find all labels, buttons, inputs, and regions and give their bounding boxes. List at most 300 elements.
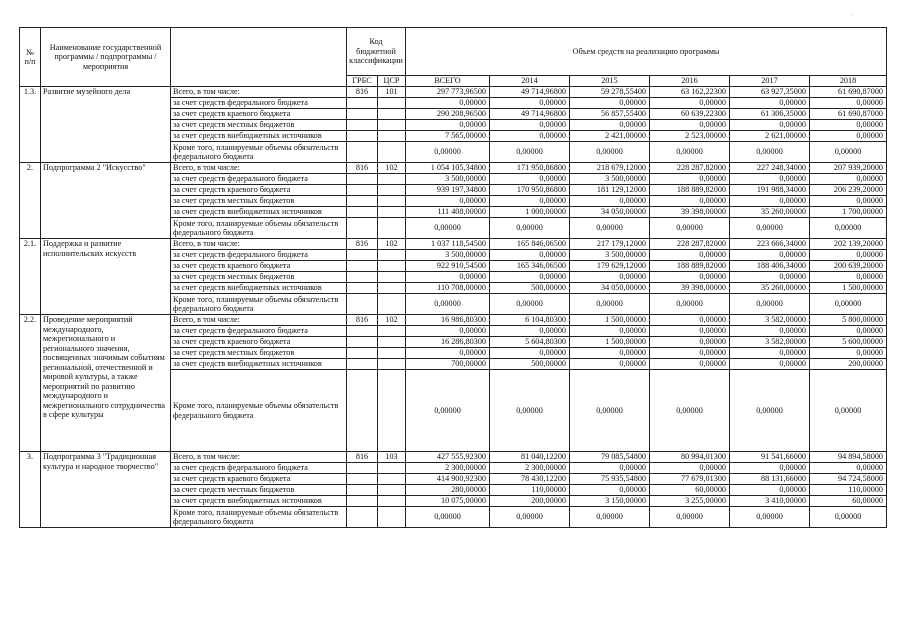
year-value: 0,00000 [570, 370, 650, 452]
row-number: 3. [20, 452, 41, 528]
year-value: 0,00000 [570, 485, 650, 496]
year-value: 0,00000 [650, 359, 730, 370]
grbs-code [347, 131, 378, 142]
year-value: 0,00000 [810, 131, 887, 142]
csr-code [378, 207, 406, 218]
year-value: 206 239,20000 [810, 185, 887, 196]
funding-source: за счет средств местных бюджетов [171, 272, 347, 283]
total-value: 922 910,54500 [406, 261, 490, 272]
year-value: 0,00000 [490, 196, 570, 207]
header-blank [171, 28, 347, 87]
year-value: 3 500,00000 [570, 174, 650, 185]
year-value: 0,00000 [730, 272, 810, 283]
year-value: 0,00000 [570, 196, 650, 207]
year-value: 0,00000 [730, 294, 810, 315]
csr-code [378, 196, 406, 207]
funding-source: за счет средств внебюджетных источников [171, 207, 347, 218]
year-value: 0,00000 [650, 196, 730, 207]
year-value: 2 421,00000 [570, 131, 650, 142]
total-value: 0,00000 [406, 370, 490, 452]
grbs-code [347, 283, 378, 294]
year-value: 0,00000 [570, 272, 650, 283]
grbs-code [347, 463, 378, 474]
grbs-code [347, 174, 378, 185]
total-value: 414 900,92300 [406, 474, 490, 485]
total-value: 297 773,96500 [406, 87, 490, 98]
program-name: Развитие музейного дела [41, 87, 171, 163]
table-row [20, 452, 887, 463]
program-name: Подпрограмма 3 "Традиционная культура и народное творчество" [41, 452, 171, 528]
year-value: 0,00000 [490, 250, 570, 261]
grbs-code [347, 185, 378, 196]
year-value: 0,00000 [650, 250, 730, 261]
csr-code [378, 250, 406, 261]
budget-table [19, 27, 887, 528]
year-value: 0,00000 [730, 485, 810, 496]
csr-code: 102 [378, 315, 406, 326]
year-value: 165 346,06500 [490, 261, 570, 272]
budget-table-page [19, 27, 887, 528]
year-value: 94 894,58000 [810, 452, 887, 463]
year-value: 34 050,00000 [570, 207, 650, 218]
funding-source: за счет средств федерального бюджета [171, 463, 347, 474]
year-value: 77 679,01300 [650, 474, 730, 485]
funding-source: за счет средств краевого бюджета [171, 337, 347, 348]
year-value: 39 398,00000 [650, 207, 730, 218]
year-value: 0,00000 [490, 294, 570, 315]
year-value: 0,00000 [490, 98, 570, 109]
header-grbs: ГРБС [347, 76, 378, 87]
grbs-code [347, 142, 378, 163]
table-row [20, 315, 887, 326]
table-row [20, 163, 887, 174]
year-value: 223 666,34000 [730, 239, 810, 250]
funding-source: Кроме того, планируемые объемы обязательств федерального бюджета [171, 218, 347, 239]
year-value: 0,00000 [490, 218, 570, 239]
csr-code [378, 131, 406, 142]
total-value: 2 300,00000 [406, 463, 490, 474]
year-value: 0,00000 [490, 120, 570, 131]
funding-source: за счет средств местных бюджетов [171, 348, 347, 359]
csr-code [378, 370, 406, 452]
year-value: 0,00000 [650, 174, 730, 185]
csr-code: 102 [378, 239, 406, 250]
csr-code: 101 [378, 87, 406, 98]
row-number: 2.2. [20, 315, 41, 452]
csr-code [378, 485, 406, 496]
grbs-code [347, 272, 378, 283]
funding-source: за счет средств внебюджетных источников [171, 283, 347, 294]
header-name: Наименование государственной программы / подпрограммы / мероприятия [41, 28, 171, 87]
year-value: 0,00000 [730, 120, 810, 131]
funding-source: за счет средств краевого бюджета [171, 474, 347, 485]
grbs-code [347, 485, 378, 496]
year-value: 0,00000 [730, 218, 810, 239]
table-row [20, 87, 887, 98]
year-value: 35 260,00000 [730, 207, 810, 218]
csr-code [378, 359, 406, 370]
year-value: 0,00000 [810, 463, 887, 474]
row-number: 1.3. [20, 87, 41, 163]
csr-code [378, 120, 406, 131]
header-year: 2017 [730, 76, 810, 87]
grbs-code [347, 98, 378, 109]
total-value: 0,00000 [406, 507, 490, 528]
total-value: 0,00000 [406, 272, 490, 283]
csr-code [378, 507, 406, 528]
grbs-code: 816 [347, 239, 378, 250]
total-value: 0,00000 [406, 142, 490, 163]
total-value: 0,00000 [406, 196, 490, 207]
year-value: 78 430,12200 [490, 474, 570, 485]
year-value: 188 889,82000 [650, 185, 730, 196]
year-value: 91 541,66000 [730, 452, 810, 463]
year-value: 80 994,01300 [650, 452, 730, 463]
grbs-code [347, 294, 378, 315]
year-value: 500,00000 [490, 359, 570, 370]
total-value: 7 565,00000 [406, 131, 490, 142]
program-name: Поддержка и развитие исполнительских искусств [41, 239, 171, 315]
year-value: 61 690,87000 [810, 87, 887, 98]
year-value: 0,00000 [650, 315, 730, 326]
grbs-code [347, 261, 378, 272]
header-year: 2014 [490, 76, 570, 87]
year-value: 0,00000 [570, 507, 650, 528]
grbs-code [347, 337, 378, 348]
funding-source: за счет средств местных бюджетов [171, 485, 347, 496]
csr-code [378, 348, 406, 359]
csr-code: 102 [378, 163, 406, 174]
year-value: 1 500,00000 [570, 337, 650, 348]
grbs-code [347, 348, 378, 359]
year-value: 0,00000 [570, 359, 650, 370]
header-csr: ЦСР [378, 76, 406, 87]
year-value: 218 679,12000 [570, 163, 650, 174]
year-value: 81 040,12200 [490, 452, 570, 463]
funding-source: за счет средств местных бюджетов [171, 120, 347, 131]
year-value: 0,00000 [650, 463, 730, 474]
total-value: 16 986,80300 [406, 315, 490, 326]
year-value: 0,00000 [810, 272, 887, 283]
csr-code [378, 142, 406, 163]
year-value: 0,00000 [810, 370, 887, 452]
total-value: 3 500,00000 [406, 174, 490, 185]
year-value: 0,00000 [810, 294, 887, 315]
year-value: 2 300,00000 [490, 463, 570, 474]
year-value: 0,00000 [570, 326, 650, 337]
funding-source: Всего, в том числе: [171, 315, 347, 326]
year-value: 0,00000 [650, 120, 730, 131]
year-value: 0,00000 [570, 463, 650, 474]
total-value: 1 054 105,34800 [406, 163, 490, 174]
year-value: 34 050,00000 [570, 283, 650, 294]
year-value: 60,00000 [650, 485, 730, 496]
year-value: 217 179,12000 [570, 239, 650, 250]
funding-source: Всего, в том числе: [171, 239, 347, 250]
year-value: 0,00000 [490, 370, 570, 452]
year-value: 0,00000 [730, 507, 810, 528]
year-value: 0,00000 [490, 174, 570, 185]
year-value: 110,00000 [490, 485, 570, 496]
year-value: 0,00000 [810, 98, 887, 109]
year-value: 0,00000 [650, 337, 730, 348]
funding-source: за счет средств федерального бюджета [171, 326, 347, 337]
grbs-code [347, 507, 378, 528]
grbs-code [347, 207, 378, 218]
grbs-code [347, 326, 378, 337]
grbs-code [347, 109, 378, 120]
year-value: 0,00000 [730, 250, 810, 261]
total-value: 0,00000 [406, 294, 490, 315]
program-name: Проведение мероприятий международного, межрегионального и регионального значения, посвященных значимым событиям региональной, отечественной и мировой культуры, а также мероприятий по развитию международного и межрегионального сотрудничества в сфере культуры [41, 315, 171, 452]
year-value: 79 085,54800 [570, 452, 650, 463]
year-value: 0,00000 [650, 142, 730, 163]
year-value: 0,00000 [730, 348, 810, 359]
year-value: 165 846,06500 [490, 239, 570, 250]
total-value: 290 208,96500 [406, 109, 490, 120]
year-value: 88 131,66000 [730, 474, 810, 485]
grbs-code: 816 [347, 452, 378, 463]
year-value: 56 857,55400 [570, 109, 650, 120]
year-value: 94 724,58000 [810, 474, 887, 485]
year-value: 3 582,00000 [730, 337, 810, 348]
csr-code [378, 463, 406, 474]
year-value: 3 150,00000 [570, 496, 650, 507]
total-value: 16 286,80300 [406, 337, 490, 348]
csr-code [378, 109, 406, 120]
csr-code [378, 326, 406, 337]
year-value: 170 950,86800 [490, 185, 570, 196]
total-value: 110 708,00000 [406, 283, 490, 294]
year-value: 228 287,82000 [650, 163, 730, 174]
header-year: 2016 [650, 76, 730, 87]
year-value: 59 278,55400 [570, 87, 650, 98]
csr-code: 103 [378, 452, 406, 463]
year-value: 0,00000 [810, 174, 887, 185]
grbs-code [347, 218, 378, 239]
funding-source: за счет средств федерального бюджета [171, 174, 347, 185]
grbs-code: 816 [347, 87, 378, 98]
funding-source: за счет средств внебюджетных источников [171, 131, 347, 142]
funding-source: Всего, в том числе: [171, 87, 347, 98]
year-value: 179 629,12000 [570, 261, 650, 272]
year-value: 61 306,35000 [730, 109, 810, 120]
total-value: 700,00000 [406, 359, 490, 370]
year-value: 207 939,20000 [810, 163, 887, 174]
header-year: 2018 [810, 76, 887, 87]
year-value: 0,00000 [570, 218, 650, 239]
year-value: 5 800,00000 [810, 315, 887, 326]
year-value: 0,00000 [490, 348, 570, 359]
year-value: 0,00000 [570, 348, 650, 359]
total-value: 939 197,34800 [406, 185, 490, 196]
total-value: 0,00000 [406, 326, 490, 337]
year-value: 3 410,00000 [730, 496, 810, 507]
grbs-code: 816 [347, 163, 378, 174]
funding-source: за счет средств местных бюджетов [171, 196, 347, 207]
total-value: 0,00000 [406, 348, 490, 359]
total-value: 10 075,00000 [406, 496, 490, 507]
year-value: 0,00000 [570, 294, 650, 315]
row-number: 2.1. [20, 239, 41, 315]
year-value: 0,00000 [490, 131, 570, 142]
csr-code [378, 218, 406, 239]
year-value: 5 604,80300 [490, 337, 570, 348]
year-value: 35 260,00000 [730, 283, 810, 294]
year-value: 0,00000 [650, 348, 730, 359]
header-total: ВСЕГО [406, 76, 490, 87]
year-value: 1 000,00000 [490, 207, 570, 218]
year-value: 0,00000 [650, 294, 730, 315]
csr-code [378, 474, 406, 485]
year-value: 0,00000 [730, 370, 810, 452]
year-value: 0,00000 [730, 196, 810, 207]
funding-source: Кроме того, планируемые объемы обязательств федерального бюджета [171, 142, 347, 163]
funding-source: за счет средств краевого бюджета [171, 261, 347, 272]
year-value: 0,00000 [810, 250, 887, 261]
csr-code [378, 294, 406, 315]
year-value: 0,00000 [810, 142, 887, 163]
total-value: 111 408,00000 [406, 207, 490, 218]
year-value: 0,00000 [730, 174, 810, 185]
year-value: 0,00000 [650, 218, 730, 239]
year-value: 188 889,82000 [650, 261, 730, 272]
year-value: 49 714,96800 [490, 87, 570, 98]
year-value: 60,00000 [810, 496, 887, 507]
funding-source: Всего, в том числе: [171, 452, 347, 463]
grbs-code [347, 120, 378, 131]
year-value: 2 621,00000 [730, 131, 810, 142]
year-value: 228 287,82000 [650, 239, 730, 250]
total-value: 280,00000 [406, 485, 490, 496]
year-value: 3 582,00000 [730, 315, 810, 326]
year-value: 0,00000 [490, 507, 570, 528]
funding-source: Кроме того, планируемые объемы обязательств федерального бюджета [171, 294, 347, 315]
header-number: № п/п [20, 28, 41, 87]
header-year: 2015 [570, 76, 650, 87]
year-value: 0,00000 [730, 98, 810, 109]
year-value: 0,00000 [570, 98, 650, 109]
funding-source: Кроме того, планируемые объемы обязательств федерального бюджета [171, 507, 347, 528]
total-value: 0,00000 [406, 218, 490, 239]
csr-code [378, 283, 406, 294]
year-value: 5 600,00000 [810, 337, 887, 348]
year-value: 500,00000 [490, 283, 570, 294]
year-value: 0,00000 [810, 348, 887, 359]
program-name: Подпрограмма 2 "Искусство" [41, 163, 171, 239]
year-value: 188 406,34000 [730, 261, 810, 272]
year-value: 200,00000 [810, 359, 887, 370]
header-code: Код бюджетной классификации [347, 28, 406, 76]
csr-code [378, 496, 406, 507]
year-value: 110,00000 [810, 485, 887, 496]
year-value: 181 129,12000 [570, 185, 650, 196]
funding-source: Кроме того, планируемые объемы обязательств федерального бюджета [171, 370, 347, 452]
csr-code [378, 174, 406, 185]
funding-source: за счет средств федерального бюджета [171, 98, 347, 109]
year-value: 0,00000 [810, 218, 887, 239]
year-value: 60 639,22300 [650, 109, 730, 120]
year-value: 61 690,87000 [810, 109, 887, 120]
year-value: 200,00000 [490, 496, 570, 507]
funding-source: за счет средств внебюджетных источников [171, 496, 347, 507]
year-value: 0,00000 [650, 370, 730, 452]
year-value: 171 950,86800 [490, 163, 570, 174]
year-value: 0,00000 [490, 326, 570, 337]
year-value: 3 500,00000 [570, 250, 650, 261]
year-value: 75 935,54800 [570, 474, 650, 485]
year-value: 3 255,00000 [650, 496, 730, 507]
total-value: 1 037 118,54500 [406, 239, 490, 250]
year-value: 6 104,80300 [490, 315, 570, 326]
grbs-code [347, 359, 378, 370]
funding-source: за счет средств краевого бюджета [171, 185, 347, 196]
year-value: 0,00000 [810, 196, 887, 207]
header-volume: Объем средств на реализацию программы [406, 28, 887, 76]
year-value: 227 248,34000 [730, 163, 810, 174]
year-value: 2 523,00000 [650, 131, 730, 142]
funding-source: за счет средств федерального бюджета [171, 250, 347, 261]
year-value: 0,00000 [810, 120, 887, 131]
year-value: 0,00000 [810, 507, 887, 528]
year-value: 0,00000 [490, 272, 570, 283]
year-value: 63 162,22300 [650, 87, 730, 98]
year-value: 1 700,00000 [810, 207, 887, 218]
csr-code [378, 98, 406, 109]
csr-code [378, 337, 406, 348]
year-value: 1 500,00000 [810, 283, 887, 294]
year-value: 0,00000 [810, 326, 887, 337]
corner-mark: · [850, 12, 852, 18]
csr-code [378, 185, 406, 196]
grbs-code [347, 370, 378, 452]
year-value: 0,00000 [730, 326, 810, 337]
grbs-code [347, 496, 378, 507]
year-value: 0,00000 [650, 272, 730, 283]
grbs-code [347, 250, 378, 261]
year-value: 39 398,00000 [650, 283, 730, 294]
year-value: 0,00000 [730, 463, 810, 474]
funding-source: за счет средств внебюджетных источников [171, 359, 347, 370]
funding-source: за счет средств краевого бюджета [171, 109, 347, 120]
year-value: 0,00000 [650, 326, 730, 337]
year-value: 0,00000 [650, 98, 730, 109]
year-value: 202 139,20000 [810, 239, 887, 250]
total-value: 3 500,00000 [406, 250, 490, 261]
year-value: 0,00000 [730, 142, 810, 163]
year-value: 200 639,20000 [810, 261, 887, 272]
total-value: 0,00000 [406, 120, 490, 131]
year-value: 1 500,00000 [570, 315, 650, 326]
row-number: 2. [20, 163, 41, 239]
year-value: 49 714,96800 [490, 109, 570, 120]
grbs-code: 816 [347, 315, 378, 326]
year-value: 0,00000 [730, 359, 810, 370]
csr-code [378, 261, 406, 272]
grbs-code [347, 196, 378, 207]
year-value: 0,00000 [650, 507, 730, 528]
total-value: 0,00000 [406, 98, 490, 109]
year-value: 0,00000 [490, 142, 570, 163]
table-row [20, 239, 887, 250]
grbs-code [347, 474, 378, 485]
year-value: 63 927,35000 [730, 87, 810, 98]
year-value: 191 988,34000 [730, 185, 810, 196]
csr-code [378, 272, 406, 283]
funding-source: Всего, в том числе: [171, 163, 347, 174]
year-value: 0,00000 [570, 120, 650, 131]
total-value: 427 555,92300 [406, 452, 490, 463]
